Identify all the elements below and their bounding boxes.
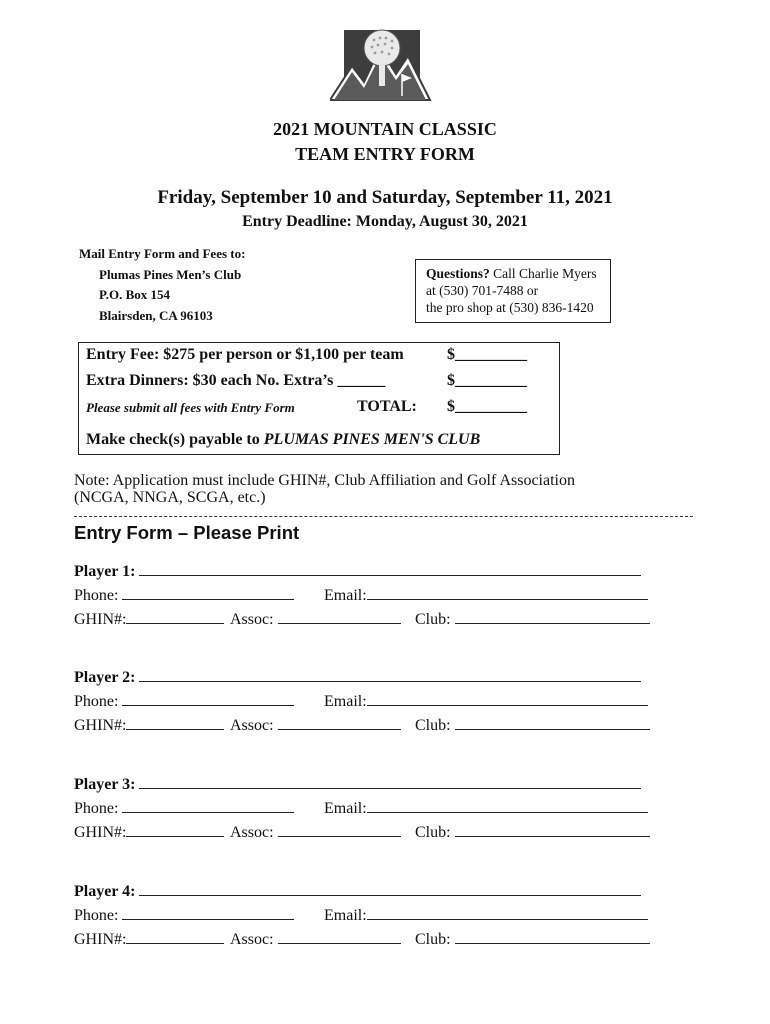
player-name-field[interactable] [139, 561, 641, 576]
player-block [74, 561, 674, 641]
submit-note: Please submit all fees with Entry Form [86, 400, 295, 415]
club-field[interactable] [455, 715, 650, 730]
ghin-row: GHIN#: [74, 929, 224, 949]
questions-proshop: the pro shop at (530) 836-1420 [426, 300, 594, 315]
questions-text: Call Charlie Myers [489, 266, 597, 281]
player-label: Player 3: [74, 774, 641, 794]
divider [74, 516, 693, 517]
ghin-field[interactable] [126, 609, 224, 624]
phone-field[interactable] [122, 585, 294, 600]
ghin-row: GHIN#: [74, 609, 224, 629]
phone-row: Phone: [74, 691, 294, 711]
email-field[interactable] [367, 798, 648, 813]
player-label: Player 1: [74, 561, 641, 581]
golf-mountain-logo-icon [330, 26, 438, 104]
club-row: Club: [415, 929, 650, 949]
club-field[interactable] [455, 929, 650, 944]
questions-label: Questions? [426, 266, 490, 281]
email-row: Email: [324, 691, 648, 711]
ghin-field[interactable] [126, 822, 224, 837]
assoc-row: Assoc: [230, 822, 401, 842]
assoc-field[interactable] [278, 609, 401, 624]
assoc-row: Assoc: [230, 609, 401, 629]
mail-line-1: Plumas Pines Men’s Club [99, 266, 242, 282]
mail-line-2: P.O. Box 154 [99, 287, 171, 302]
ghin-field[interactable] [126, 929, 224, 944]
payable-prefix: Make check(s) payable to [86, 431, 264, 448]
extra-dinners-text[interactable]: Extra Dinners: $30 each No. Extra’s ______ [86, 372, 386, 389]
ghin-field[interactable] [126, 715, 224, 730]
email-field[interactable] [367, 585, 648, 600]
form-title: 2021 MOUNTAIN CLASSIC [273, 119, 497, 139]
payable-line [86, 431, 480, 449]
questions-phone: at (530) 701-7488 or [426, 283, 539, 298]
assoc-row: Assoc: [230, 715, 401, 735]
note-line-2: (NCGA, NNGA, SCGA, etc.) [74, 489, 266, 506]
ghin-row: GHIN#: [74, 715, 224, 735]
email-field[interactable] [367, 691, 648, 706]
club-field[interactable] [455, 609, 650, 624]
phone-field[interactable] [122, 798, 294, 813]
player-name-field[interactable] [139, 881, 641, 896]
mail-line-3: Blairsden, CA 96103 [99, 307, 213, 323]
form-subtitle: TEAM ENTRY FORM [295, 144, 475, 164]
phone-row: Phone: [74, 585, 294, 605]
entry-fee-text: Entry Fee: $275 per person or $1,100 per team [86, 346, 404, 363]
section-title: Entry Form – Please Print [74, 522, 300, 543]
player-label: Player 2: [74, 667, 641, 687]
entry-fee-amount[interactable]: $_________ [447, 346, 527, 363]
player-name-field[interactable] [139, 774, 641, 789]
ghin-row: GHIN#: [74, 822, 224, 842]
player-label: Player 4: [74, 881, 641, 901]
phone-field[interactable] [122, 691, 294, 706]
email-row: Email: [324, 905, 648, 925]
phone-row: Phone: [74, 905, 294, 925]
entry-deadline: Entry Deadline: Monday, August 30, 2021 [242, 213, 528, 230]
email-row: Email: [324, 798, 648, 818]
phone-row: Phone: [74, 798, 294, 818]
note [74, 472, 575, 506]
event-dates: Friday, September 10 and Saturday, September 11, 2021 [157, 187, 613, 208]
club-field[interactable] [455, 822, 650, 837]
player-name-field[interactable] [139, 667, 641, 682]
total-amount[interactable]: $_________ [447, 398, 527, 415]
extra-dinners-amount[interactable]: $_________ [447, 372, 527, 389]
assoc-field[interactable] [278, 822, 401, 837]
phone-field[interactable] [122, 905, 294, 920]
mail-heading: Mail Entry Form and Fees to: [79, 246, 246, 261]
mailing-address [79, 244, 245, 326]
email-field[interactable] [367, 905, 648, 920]
total-label: TOTAL: [357, 398, 417, 415]
player-block [74, 774, 674, 854]
assoc-field[interactable] [278, 929, 401, 944]
email-row: Email: [324, 585, 648, 605]
player-block [74, 881, 674, 961]
player-block [74, 667, 674, 747]
assoc-field[interactable] [278, 715, 401, 730]
note-line-1: Note: Application must include GHIN#, Club Affiliation and Golf Association [74, 472, 575, 489]
club-row: Club: [415, 715, 650, 735]
questions-box [415, 259, 611, 323]
payable-to: PLUMAS PINES MEN'S CLUB [263, 431, 481, 448]
club-row: Club: [415, 609, 650, 629]
assoc-row: Assoc: [230, 929, 401, 949]
fee-box [78, 342, 560, 455]
club-row: Club: [415, 822, 650, 842]
